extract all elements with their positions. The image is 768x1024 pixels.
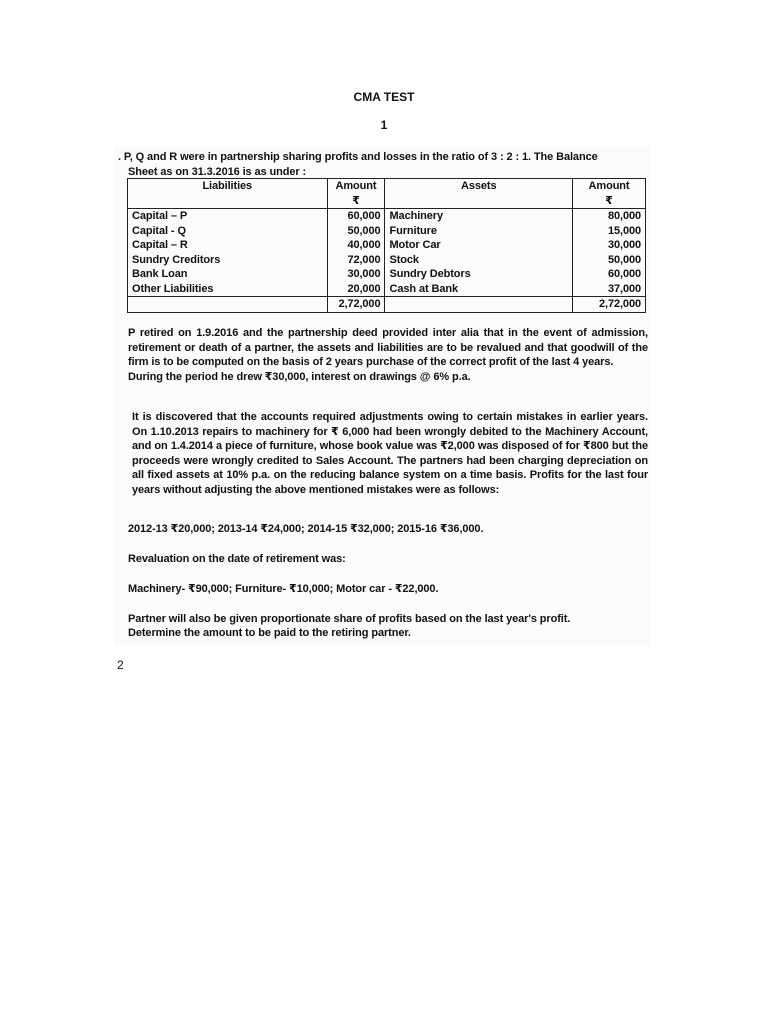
drawings-text: During the period he drew ₹30,000, interest on drawings @ 6% p.a.	[128, 370, 471, 383]
table-body	[128, 209, 646, 297]
balance-sheet-table	[127, 178, 646, 313]
table-row	[128, 253, 646, 268]
asset-name: Cash at Bank	[385, 282, 573, 297]
revaluation-line: Machinery- ₹90,000; Furniture- ₹10,000; Motor car - ₹22,000.	[128, 583, 439, 595]
next-question-number: 2	[117, 658, 124, 672]
revaluation-heading: Revaluation on the date of retirement was:	[128, 553, 346, 565]
liability-name: Bank Loan	[128, 267, 328, 282]
asset-amount: 80,000	[573, 209, 646, 224]
liability-amount: 60,000	[327, 209, 385, 224]
closing-line: Partner will also be given proportionate share of profits based on the last year's profit.	[128, 613, 571, 625]
asset-name: Motor Car	[385, 238, 573, 253]
question-number: 1	[380, 118, 388, 132]
asset-amount: 30,000	[573, 238, 646, 253]
currency-symbol: ₹	[573, 194, 646, 209]
liability-name: Sundry Creditors	[128, 253, 328, 268]
asset-amount: 60,000	[573, 267, 646, 282]
asset-name: Sundry Debtors	[385, 267, 573, 282]
liability-amount: 50,000	[327, 224, 385, 239]
total-liabilities: 2,72,000	[327, 297, 385, 313]
asset-name: Furniture	[385, 224, 573, 239]
closing-line: Determine the amount to be paid to the retiring partner.	[128, 627, 411, 639]
liability-name: Capital – P	[128, 209, 328, 224]
question-intro	[118, 150, 646, 179]
question-image	[114, 146, 650, 646]
currency-symbol: ₹	[327, 194, 385, 209]
intro-line: Sheet as on 31.3.2016 is as under :	[128, 165, 307, 178]
liability-amount: 20,000	[327, 282, 385, 297]
asset-name: Stock	[385, 253, 573, 268]
liability-name: Other Liabilities	[128, 282, 328, 297]
profits-line: 2012-13 ₹20,000; 2013-14 ₹24,000; 2014-15 ₹32,000; 2015-16 ₹36,000.	[128, 523, 484, 535]
asset-amount: 37,000	[573, 282, 646, 297]
page-title: CMA TEST	[353, 90, 415, 104]
asset-name: Machinery	[385, 209, 573, 224]
table-row	[128, 282, 646, 297]
table-row	[128, 267, 646, 282]
liability-amount: 30,000	[327, 267, 385, 282]
liability-amount: 40,000	[327, 238, 385, 253]
mistakes-paragraph: It is discovered that the accounts required adjustments owing to certain mistakes in earlier years. On 1.10.2013 repairs to machinery for ₹ 6,000 had been wrongly debited to the Machinery Account, and on 1.4.2014 a piece of furniture, whose book value was ₹2,000 was disposed of for ₹800 but the proceeds were wrongly credited to Sales Account. The partners had been charging depreciation on all fixed assets at 10% p.a. on the reducing balance system on a time basis. Profits for the last four years without adjusting the above mentioned mistakes were as follows:	[132, 411, 648, 496]
table-row	[128, 238, 646, 253]
column-header: Assets	[385, 179, 573, 194]
table-row	[128, 209, 646, 224]
column-header: Amount	[573, 179, 646, 194]
liability-name: Capital – R	[128, 238, 328, 253]
asset-amount: 50,000	[573, 253, 646, 268]
retirement-paragraph	[128, 326, 648, 384]
asset-amount: 15,000	[573, 224, 646, 239]
paragraph-text: P retired on 1.9.2016 and the partnership deed provided inter alia that in the event of admission, retirement or death of a partner, the assets and liabilities are to be revalued and that goodwill of the firm is to be computed on the basis of 2 years purchase of the correct profit of the last 4 years.	[128, 327, 648, 368]
intro-line: . P, Q and R were in partnership sharing profits and losses in the ratio of 3 : 2 : 1. The Balance	[118, 151, 598, 163]
liability-name: Capital - Q	[128, 224, 328, 239]
column-header: Liabilities	[128, 179, 328, 194]
table-total-row	[128, 297, 646, 313]
column-header: Amount	[327, 179, 385, 194]
liability-amount: 72,000	[327, 253, 385, 268]
total-assets: 2,72,000	[573, 297, 646, 313]
table-row	[128, 224, 646, 239]
